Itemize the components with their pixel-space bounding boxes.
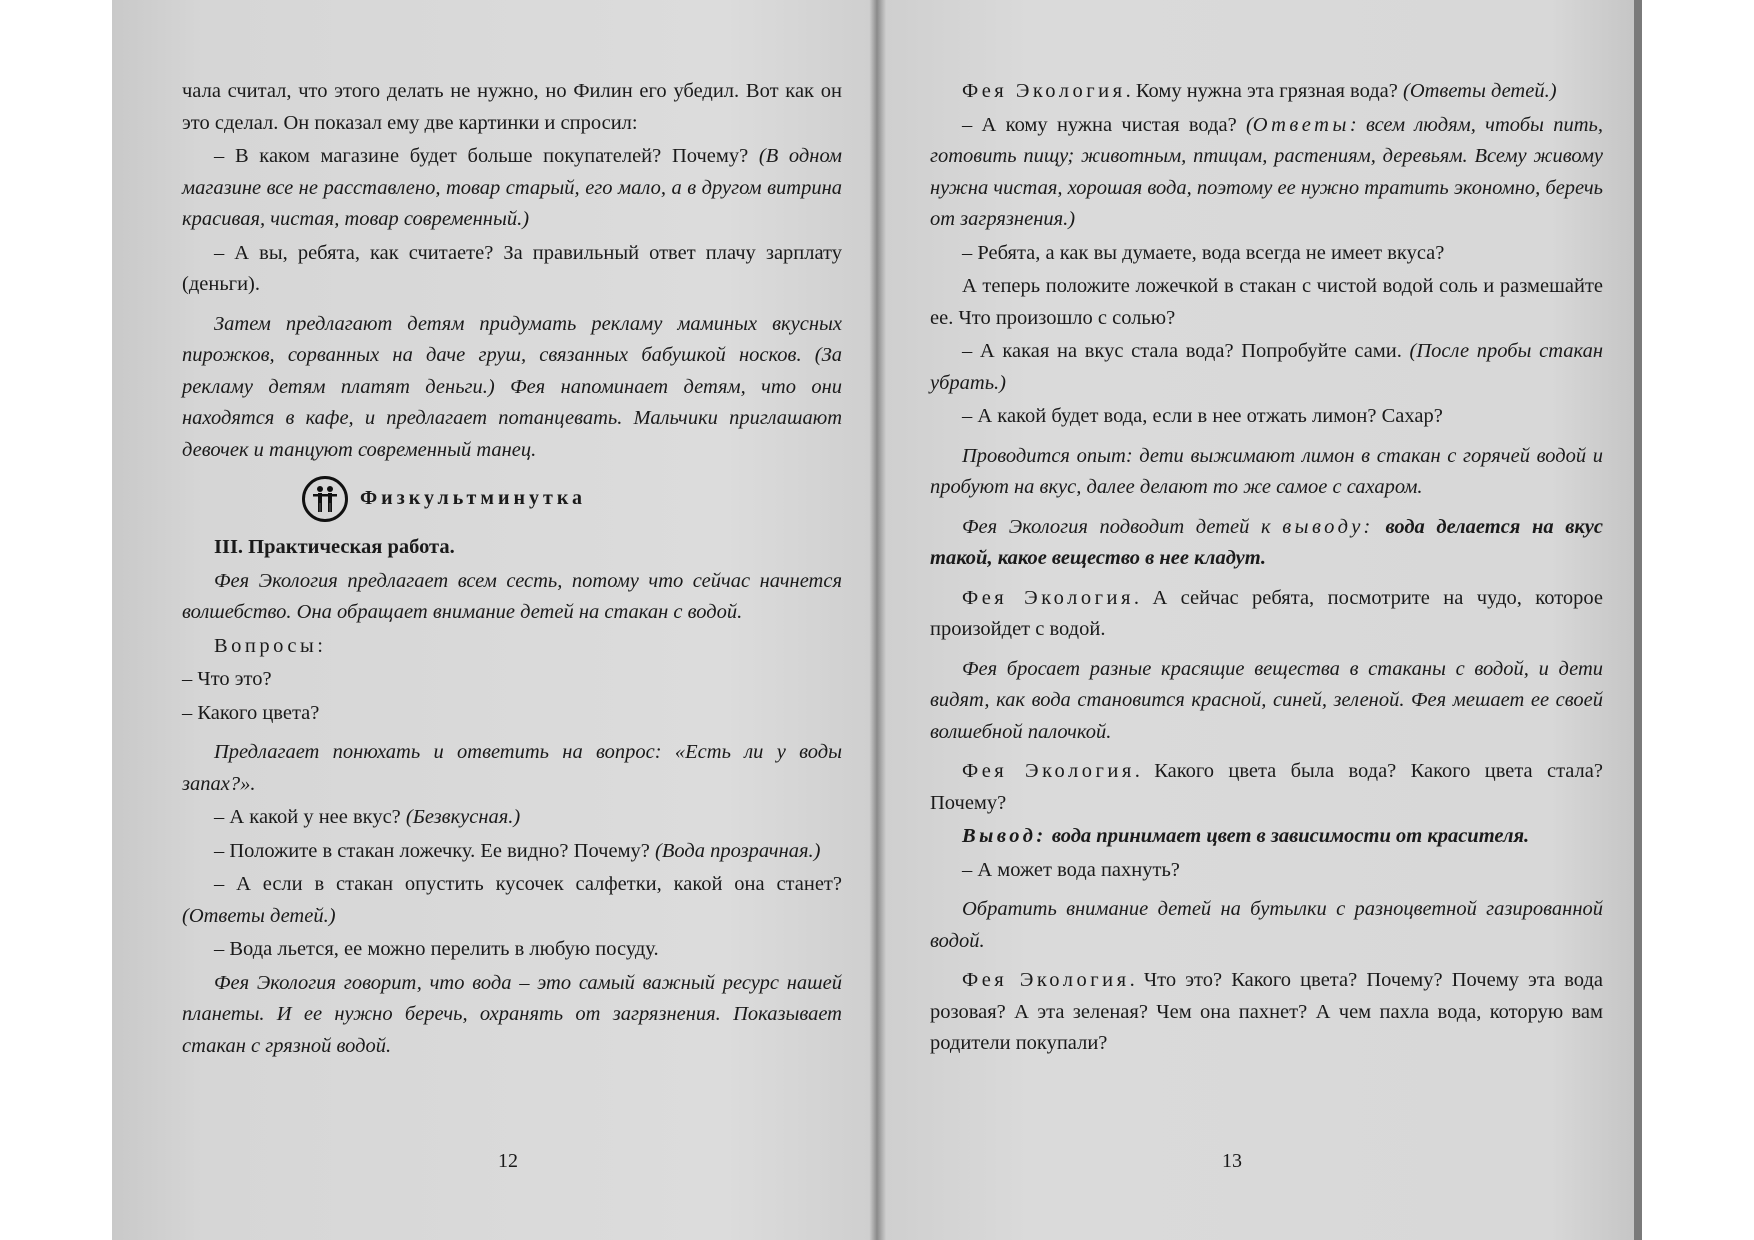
right-page-text	[930, 76, 1603, 1062]
italic-text: Фея Экология предлагает всем сесть, потому что сейчас начнется волшебство. Она обращает внимание детей на стакан с водой.	[182, 569, 842, 623]
paragraph: чала считал, что этого делать не нужно, но Филин его убедил. Вот как он это сделал. Он показал ему две картинки и спросил:	[182, 80, 842, 134]
italic-text: Предлагает понюхать и ответить на вопрос: «Есть ли у воды запах?».	[182, 741, 842, 795]
book-edge	[1634, 0, 1642, 1240]
exercise-figures-icon	[302, 476, 348, 522]
paragraph: Фея Экология. Что это? Какого цвета? Почему? Почему эта вода розовая? А эта зеленая? Чем она пахнет? А чем пахла вода, которую вам родители покупали?	[930, 969, 1603, 1054]
paragraph: – А кому нужна чистая вода? (Ответы: всем людям, чтобы пить, готовить пищу; животным, птицам, растениям, деревьям. Всему живому нужна чистая, хорошая вода, поэтому ее нужно тратить экономно, беречь от загрязнения.)	[930, 113, 1603, 230]
paragraph: – Вода льется, ее можно перелить в любую посуду.	[214, 938, 659, 960]
paragraph	[182, 968, 842, 1063]
book-spread	[112, 0, 1642, 1240]
paragraph	[182, 141, 842, 236]
paragraph: Фея Экология. А сейчас ребята, посмотрите на чудо, которое произойдет с водой.	[930, 586, 1603, 640]
page-number: 12	[498, 1150, 518, 1172]
paragraph	[182, 737, 842, 800]
question-text: – В каком магазине будет больше покупателей? Почему?	[214, 145, 759, 167]
paragraph: – А вы, ребята, как считаете? За правильный ответ плачу зарплату (деньги).	[182, 241, 842, 295]
paragraph	[930, 441, 1603, 504]
speaker-name: Фея Экология	[962, 80, 1126, 102]
paragraph	[930, 894, 1603, 957]
left-page-text	[182, 76, 842, 1064]
questions-label: Вопросы:	[214, 634, 327, 657]
right-page	[882, 0, 1642, 1240]
paragraph	[182, 566, 842, 629]
speaker-name: Фея Экология	[962, 586, 1134, 609]
paragraph: А теперь положите ложечкой в стакан с чистой водой соль и размешайте ее. Что произошло с солью?	[930, 275, 1603, 329]
italic-text: Фея бросает разные красящие вещества в стаканы с водой, и дети видят, как вода становится красной, синей, зеленой. Фея мешает ее своей волшебной палочкой.	[930, 657, 1603, 743]
speaker-name: Фея Экология	[962, 760, 1135, 782]
fizkultminutka-title: Физкультминутка	[360, 487, 587, 510]
paragraph	[182, 309, 842, 467]
page-number: 13	[1222, 1150, 1242, 1172]
italic-answer: (В одном магазине все не расставлено, товар старый, его мало, а в другом витрина красивая, чистая, товар современный.)	[182, 145, 843, 230]
paragraph: – А может вода пахнуть?	[962, 858, 1180, 881]
paragraph: Фея Экология. Кому нужна эта грязная вода? (Ответы детей.)	[962, 80, 1557, 102]
conclusion: Вывод: вода принимает цвет в зависимости от красителя.	[962, 825, 1530, 847]
italic-text: Затем предлагают детям придумать рекламу маминых вкусных пирожков, сорванных на даче груш, связанных бабушкой носков. (За рекламу детям платят деньги.) Фея напоминает детям, что они находятся в кафе, и предлагает потанцевать. Мальчики приглашают девочек и танцуют современный танец.	[182, 312, 842, 461]
paragraph: – А если в стакан опустить кусочек салфетки, какой она станет? (Ответы детей.)	[182, 873, 842, 927]
italic-text: Обратить внимание детей на бутылки с разноцветной газированной водой.	[930, 898, 1603, 952]
paragraph: – А какой у нее вкус? (Безвкусная.)	[214, 806, 521, 828]
left-page	[112, 0, 872, 1240]
paragraph: – Положите в стакан ложечку. Ее видно? Почему? (Вода прозрачная.)	[214, 839, 821, 862]
paragraph: – А какой будет вода, если в нее отжать лимон? Сахар?	[962, 405, 1443, 427]
italic-text: Фея Экология говорит, что вода – это самый важный ресурс нашей планеты. И ее нужно беречь, охранять от загрязнения. Показывает стакан с грязной водой.	[182, 971, 842, 1057]
section-heading: III. Практическая работа.	[214, 536, 455, 558]
speaker-name: Фея Экология	[962, 969, 1130, 991]
paragraph: – Ребята, а как вы думаете, вода всегда не имеет вкуса?	[962, 241, 1445, 264]
fizkultminutka-heading	[182, 476, 842, 522]
paragraph: – А какая на вкус стала вода? Попробуйте сами. (После пробы стакан убрать.)	[930, 340, 1604, 394]
question: – Что это?	[182, 668, 272, 690]
paragraph	[930, 654, 1603, 749]
paragraph: Фея Экология. Какого цвета была вода? Какого цвета стала? Почему?	[930, 760, 1603, 814]
question: – Какого цвета?	[182, 701, 320, 724]
italic-text: Проводится опыт: дети выжимают лимон в стакан с горячей водой и пробуют на вкус, далее делают то же самое с сахаром.	[930, 444, 1603, 498]
paragraph: Фея Экология подводит детей к выводу: вода делается на вкус такой, какое вещество в нее кладут.	[930, 515, 1603, 569]
